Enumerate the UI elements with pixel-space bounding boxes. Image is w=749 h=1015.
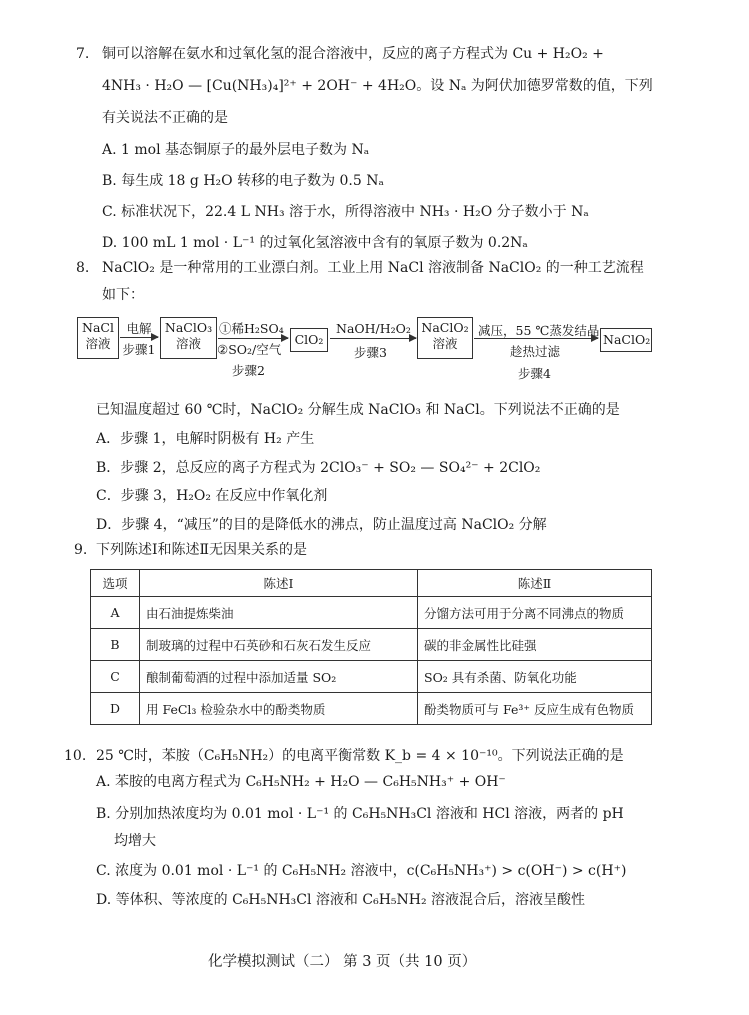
flow-arrow-2 — [218, 338, 288, 339]
flow-box-nacl — [77, 317, 119, 359]
flow-box-naclo2-solution-line2: 溶液 — [432, 336, 458, 351]
q9-header-statement2: 陈述Ⅱ — [418, 570, 652, 597]
flow-step1-top: 电解 — [126, 321, 152, 336]
q7-option-b: B. 每生成 18 g H₂O 转移的电子数为 0.5 Nₐ — [102, 173, 384, 189]
q8-option-c: C．步骤 3，H₂O₂ 在反应中作氧化剂 — [96, 488, 328, 504]
flow-box-naclo2-product: NaClO₂ — [600, 328, 652, 352]
table-row — [91, 629, 652, 661]
flow-step2-top: ①稀H₂SO₄ — [219, 321, 284, 336]
q9-row-c-statement2: SO₂ 具有杀菌、防氧化功能 — [418, 661, 652, 693]
q9-number: 9. — [74, 542, 88, 558]
table-row — [91, 693, 652, 725]
flow-box-clo2: ClO₂ — [290, 328, 328, 352]
flow-step4-bottom: 趁热过滤 — [510, 344, 561, 359]
flow-box-naclo2-solution — [417, 317, 473, 359]
q10-option-d: D. 等体积、等浓度的 C₆H₅NH₃Cl 溶液和 C₆H₅NH₂ 溶液混合后，溶液呈酸性 — [96, 892, 586, 908]
flow-step1-bottom: 步骤1 — [122, 342, 156, 357]
q10-option-c: C. 浓度为 0.01 mol · L⁻¹ 的 C₆H₅NH₂ 溶液中，c(C₆H₅NH₃⁺) > c(OH⁻) > c(H⁺) — [96, 863, 627, 879]
q8-stem-line1: NaClO₂ 是一种常用的工业漂白剂。工业上用 NaCl 溶液制备 NaClO₂ 的一种工艺流程 — [102, 260, 644, 276]
flow-step3-bottom: 步骤3 — [354, 345, 387, 360]
q9-table — [90, 569, 652, 725]
flow-step4-label: 步骤4 — [518, 366, 551, 381]
q9-row-a-statement1: 由石油提炼柴油 — [140, 597, 418, 629]
flow-step2-label: 步骤2 — [232, 363, 265, 378]
page-footer: 化学模拟测试（二） 第 3 页（共 10 页） — [208, 954, 477, 970]
flow-box-naclo3 — [160, 317, 217, 359]
q7-stem-line1: 铜可以溶解在氨水和过氧化氢的混合溶液中，反应的离子方程式为 Cu + H₂O₂ + — [102, 46, 604, 62]
q8-option-b: B．步骤 2，总反应的离子方程式为 2ClO₃⁻ + SO₂ — SO₄²⁻ + 2ClO₂ — [96, 460, 541, 476]
table-row — [91, 661, 652, 693]
flow-step2-bottom: ②SO₂/空气 — [217, 342, 282, 357]
q9-row-a-option: A — [91, 597, 140, 629]
q9-row-d-statement2: 酚类物质可与 Fe³⁺ 反应生成有色物质 — [418, 693, 652, 725]
q10-option-b: B. 分别加热浓度均为 0.01 mol · L⁻¹ 的 C₆H₅NH₃Cl 溶液和 HCl 溶液，两者的 pH — [96, 806, 624, 822]
flow-arrow-4 — [474, 338, 598, 339]
q10-option-a: A. 苯胺的电离方程式为 C₆H₅NH₂ + H₂O — C₆H₅NH₃⁺ + OH⁻ — [96, 774, 506, 790]
q8-known-condition: 已知温度超过 60 ℃时，NaClO₂ 分解生成 NaClO₃ 和 NaCl。下列说法不正确的是 — [96, 402, 620, 418]
flow-box-nacl-line1: NaCl — [82, 320, 114, 335]
q7-number: 7. — [76, 46, 90, 62]
flow-step3-top: NaOH/H₂O₂ — [336, 321, 411, 336]
q10-number: 10. — [64, 748, 87, 764]
q8-number: 8. — [76, 260, 90, 276]
q9-header-statement1: 陈述Ⅰ — [140, 570, 418, 597]
flow-box-nacl-line2: 溶液 — [85, 336, 111, 351]
q9-row-a-statement2: 分馏方法可用于分离不同沸点的物质 — [418, 597, 652, 629]
q9-row-c-option: C — [91, 661, 140, 693]
q9-header-option: 选项 — [91, 570, 140, 597]
q7-option-a: A. 1 mol 基态铜原子的最外层电子数为 Nₐ — [102, 142, 370, 158]
flow-box-naclo3-line2: 溶液 — [175, 336, 201, 351]
q10-stem: 25 ℃时，苯胺（C₆H₅NH₂）的电离平衡常数 K_b = 4 × 10⁻¹⁰。下列说法正确的是 — [96, 748, 624, 764]
flow-arrow-1 — [120, 337, 158, 338]
table-row — [91, 597, 652, 629]
flow-box-naclo3-line1: NaClO₃ — [164, 320, 213, 335]
q9-stem: 下列陈述Ⅰ和陈述Ⅱ无因果关系的是 — [96, 542, 308, 558]
q8-option-a: A．步骤 1，电解时阴极有 H₂ 产生 — [96, 431, 315, 447]
q9-row-b-statement1: 制玻璃的过程中石英砂和石灰石发生反应 — [140, 629, 418, 661]
q8-option-d: D．步骤 4，“减压”的目的是降低水的沸点，防止温度过高 NaClO₂ 分解 — [96, 517, 547, 533]
q9-row-b-option: B — [91, 629, 140, 661]
flow-box-naclo2-solution-line1: NaClO₂ — [421, 320, 469, 335]
q7-option-d: D. 100 mL 1 mol · L⁻¹ 的过氧化氢溶液中含有的氧原子数为 0.2Nₐ — [102, 235, 528, 251]
q7-stem-line3: 有关说法不正确的是 — [102, 110, 228, 126]
q9-row-d-option: D — [91, 693, 140, 725]
q9-table-header — [91, 570, 652, 597]
flow-arrow-3 — [330, 338, 416, 339]
q9-row-b-statement2: 碳的非金属性比硅强 — [418, 629, 652, 661]
q7-option-c: C. 标准状况下，22.4 L NH₃ 溶于水，所得溶液中 NH₃ · H₂O 分子数小于 Nₐ — [102, 204, 589, 220]
flow-step4-top: 减压，55 ℃蒸发结晶 — [478, 323, 600, 338]
q9-row-d-statement1: 用 FeCl₃ 检验杂水中的酚类物质 — [140, 693, 418, 725]
q8-stem-line2: 如下： — [102, 287, 144, 303]
q7-stem-line2: 4NH₃ · H₂O — [Cu(NH₃)₄]²⁺ + 2OH⁻ + 4H₂O。设 Nₐ 为阿伏加德罗常数的值，下列 — [102, 78, 653, 94]
q9-row-c-statement1: 酿制葡萄酒的过程中添加适量 SO₂ — [140, 661, 418, 693]
q10-option-b-cont: 均增大 — [114, 833, 156, 849]
